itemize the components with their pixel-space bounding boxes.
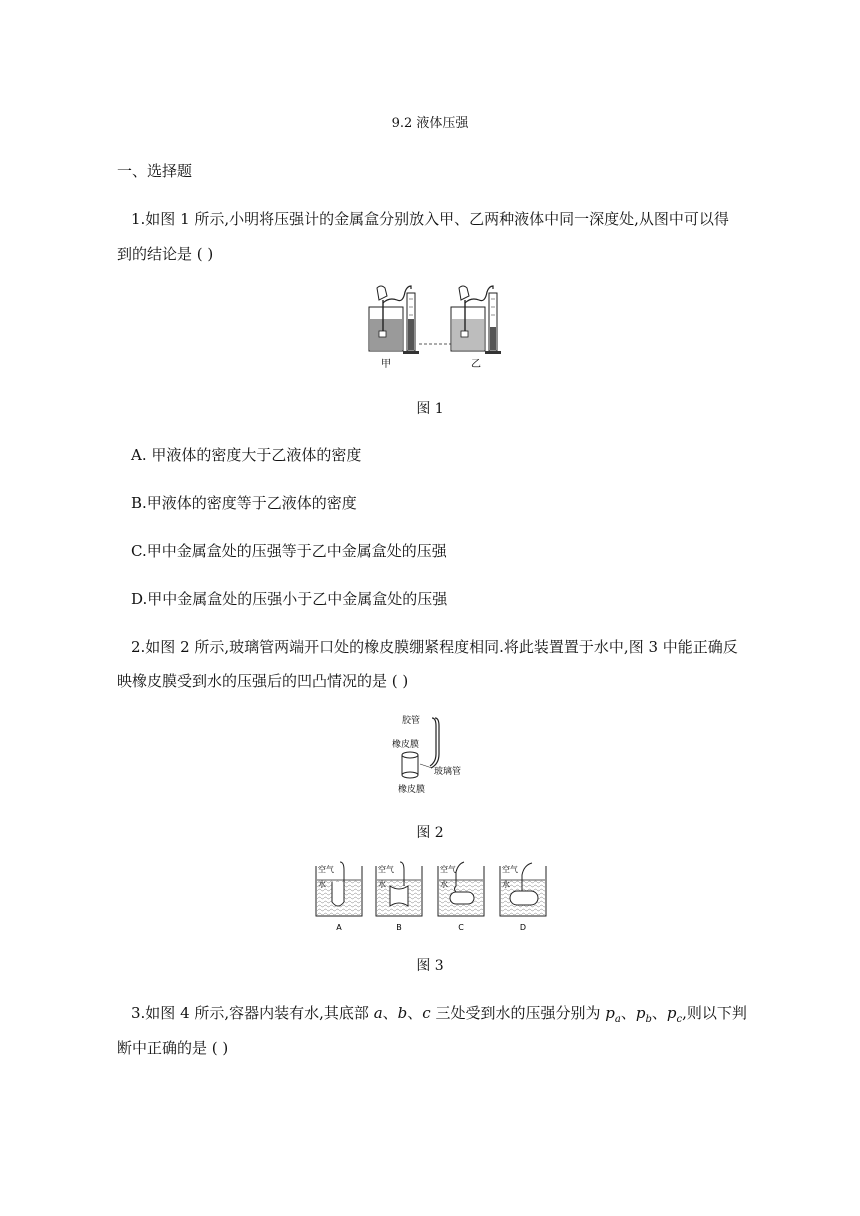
question-1-line-2: 到的结论是 ( ) bbox=[117, 245, 214, 263]
question-3-var-c: c bbox=[422, 1004, 431, 1022]
question-3-sub-a: a bbox=[614, 1014, 621, 1025]
figure-2-caption: 图 2 bbox=[416, 825, 444, 841]
question-3-text-b: 三处受到水的压强分别为 bbox=[430, 1004, 606, 1022]
question-1-option-d: D.甲中金属盒处的压强小于乙中金属盒处的压强 bbox=[131, 590, 448, 608]
question-3-sub-c: c bbox=[676, 1014, 683, 1025]
figure-3-b-air-label: 空气 bbox=[378, 865, 394, 874]
figure-2-glass-tube bbox=[380, 712, 490, 798]
figure-3-d-letter: D bbox=[519, 923, 527, 932]
question-2-line-2: 映橡皮膜受到水的压强后的凹凸情况的是 ( ) bbox=[117, 672, 409, 690]
figure-3-b-letter: B bbox=[396, 923, 402, 932]
question-3-p-a: p bbox=[605, 1004, 615, 1022]
question-1-option-a: A. 甲液体的密度大于乙液体的密度 bbox=[131, 446, 362, 464]
figure-3-caption: 图 3 bbox=[416, 958, 444, 974]
figure-3-a-water-label: 水 bbox=[318, 880, 326, 889]
figure-3-option-a bbox=[316, 862, 362, 932]
question-2-line-1: 2.如图 2 所示,玻璃管两端开口处的橡皮膜绷紧程度相同.将此装置置于水中,图 3 中能正确反 bbox=[131, 638, 738, 656]
question-3-p-c: p bbox=[666, 1004, 677, 1022]
question-3-text-a: 3.如图 4 所示,容器内装有水,其底部 bbox=[131, 1004, 374, 1022]
figure-3-a-letter: A bbox=[336, 923, 342, 932]
figure-1-label-jia: 甲 bbox=[381, 359, 391, 370]
figure-3-b-water-label: 水 bbox=[378, 880, 386, 889]
question-3-line-1 bbox=[131, 1002, 747, 1025]
figure-3-c-letter: C bbox=[458, 923, 464, 932]
question-3-text-c: ,则以下判 bbox=[682, 1004, 747, 1022]
figure-3-option-c bbox=[438, 862, 484, 932]
question-3-var-b: b bbox=[397, 1004, 408, 1022]
figure-2-label-tube: 胶管 bbox=[402, 716, 421, 726]
question-3-sep-4: 、 bbox=[651, 1004, 667, 1022]
figure-3-d-water-label: 水 bbox=[502, 880, 510, 889]
figure-3-membrane-options bbox=[312, 860, 552, 934]
figure-3-c-air-label: 空气 bbox=[440, 865, 456, 874]
question-3-p-b: p bbox=[635, 1004, 646, 1022]
question-1-option-b: B.甲液体的密度等于乙液体的密度 bbox=[131, 494, 357, 512]
question-1-line-1: 1.如图 1 所示,小明将压强计的金属盒分别放入甲、乙两种液体中同一深度处,从图中可以得 bbox=[131, 210, 729, 228]
question-3-sep-2: 、 bbox=[407, 1004, 423, 1022]
figure-3-option-d bbox=[500, 863, 546, 932]
section-heading: 一、选择题 bbox=[117, 162, 193, 180]
figure-3-d-air-label: 空气 bbox=[502, 865, 518, 874]
document-title: 9.2 液体压强 bbox=[391, 116, 469, 131]
question-3-var-a: a bbox=[373, 1004, 383, 1022]
question-1-option-c: C.甲中金属盒处的压强等于乙中金属盒处的压强 bbox=[131, 542, 447, 560]
question-3-line-2: 断中正确的是 ( ) bbox=[117, 1039, 229, 1057]
figure-3-option-b bbox=[376, 862, 422, 932]
figure-1-label-yi: 乙 bbox=[471, 359, 481, 370]
figure-3-c-water-label: 水 bbox=[440, 880, 448, 889]
figure-1-caption: 图 1 bbox=[416, 401, 444, 417]
question-3-sep-3: 、 bbox=[620, 1004, 636, 1022]
figure-2-label-membrane-top: 橡皮膜 bbox=[392, 740, 420, 750]
figure-1-pressure-gauges bbox=[355, 283, 515, 373]
figure-2-label-glass-tube: 玻璃管 bbox=[434, 767, 462, 777]
question-3-sub-b: b bbox=[645, 1014, 652, 1025]
question-3-sep-1: 、 bbox=[382, 1004, 398, 1022]
figure-2-label-membrane-bottom: 橡皮膜 bbox=[398, 785, 426, 795]
figure-3-a-air-label: 空气 bbox=[318, 865, 334, 874]
